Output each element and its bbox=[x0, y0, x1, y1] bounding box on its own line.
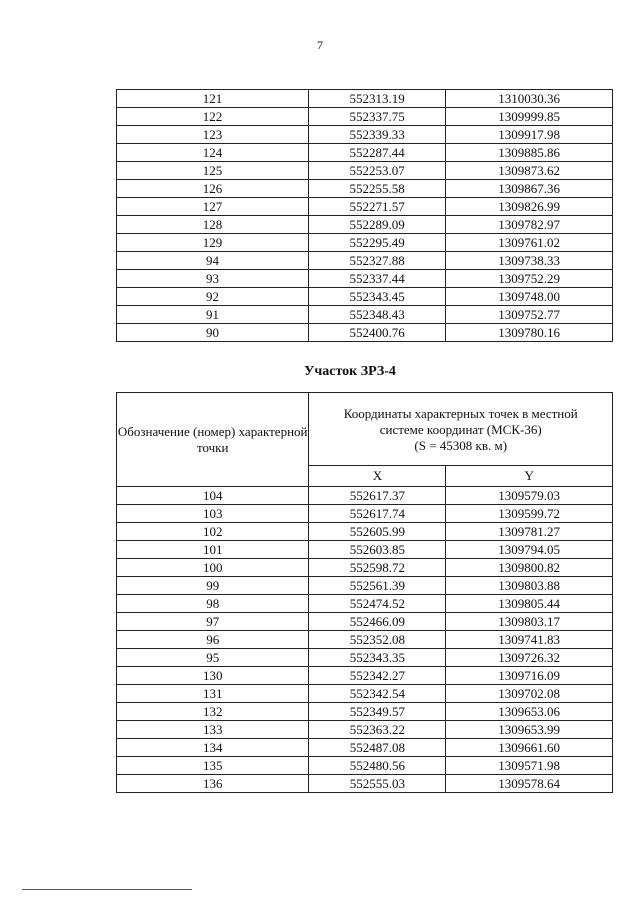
table-row bbox=[117, 595, 613, 613]
point-number-cell: 129 bbox=[117, 234, 309, 252]
x-coordinate-cell: 552480.56 bbox=[309, 757, 446, 775]
y-coordinate-cell: 1309917.98 bbox=[446, 126, 613, 144]
table-row bbox=[117, 144, 613, 162]
point-number-cell: 96 bbox=[117, 631, 309, 649]
x-coordinate-cell: 552337.75 bbox=[309, 108, 446, 126]
y-coordinate-cell: 1309579.03 bbox=[446, 487, 613, 505]
y-coordinate-cell: 1309653.06 bbox=[446, 703, 613, 721]
coordinates-table-zrz4 bbox=[116, 392, 613, 793]
x-coordinate-cell: 552337.44 bbox=[309, 270, 446, 288]
y-coordinate-cell: 1310030.36 bbox=[446, 90, 613, 108]
point-number-cell: 94 bbox=[117, 252, 309, 270]
x-coordinate-cell: 552598.72 bbox=[309, 559, 446, 577]
point-number-cell: 126 bbox=[117, 180, 309, 198]
table-row bbox=[117, 180, 613, 198]
x-coordinate-cell: 552342.54 bbox=[309, 685, 446, 703]
table-row bbox=[117, 721, 613, 739]
header-coords-cell bbox=[309, 393, 613, 466]
y-coordinate-cell: 1309794.05 bbox=[446, 541, 613, 559]
y-coordinate-cell: 1309741.83 bbox=[446, 631, 613, 649]
point-number-cell: 135 bbox=[117, 757, 309, 775]
page-number: 7 bbox=[317, 38, 323, 52]
x-coordinate-cell: 552466.09 bbox=[309, 613, 446, 631]
point-number-cell: 98 bbox=[117, 595, 309, 613]
x-coordinate-cell: 552617.37 bbox=[309, 487, 446, 505]
header-y: Y bbox=[446, 466, 613, 487]
header-coords-line2: системе координат (МСК-36) bbox=[379, 422, 542, 437]
point-number-cell: 123 bbox=[117, 126, 309, 144]
point-number-cell: 124 bbox=[117, 144, 309, 162]
y-coordinate-cell: 1309726.32 bbox=[446, 649, 613, 667]
point-number-cell: 100 bbox=[117, 559, 309, 577]
table-row bbox=[117, 216, 613, 234]
point-number-cell: 90 bbox=[117, 324, 309, 342]
table-row bbox=[117, 757, 613, 775]
table-row bbox=[117, 541, 613, 559]
y-coordinate-cell: 1309999.85 bbox=[446, 108, 613, 126]
x-coordinate-cell: 552271.57 bbox=[309, 198, 446, 216]
x-coordinate-cell: 552352.08 bbox=[309, 631, 446, 649]
y-coordinate-cell: 1309761.02 bbox=[446, 234, 613, 252]
table-row bbox=[117, 306, 613, 324]
y-coordinate-cell: 1309800.82 bbox=[446, 559, 613, 577]
x-coordinate-cell: 552555.03 bbox=[309, 775, 446, 793]
table-row bbox=[117, 739, 613, 757]
table-row bbox=[117, 108, 613, 126]
y-coordinate-cell: 1309867.36 bbox=[446, 180, 613, 198]
y-coordinate-cell: 1309748.00 bbox=[446, 288, 613, 306]
coordinates-table-zrz4-body bbox=[117, 487, 613, 793]
x-coordinate-cell: 552327.88 bbox=[309, 252, 446, 270]
point-number-cell: 122 bbox=[117, 108, 309, 126]
x-coordinate-cell: 552603.85 bbox=[309, 541, 446, 559]
point-number-cell: 121 bbox=[117, 90, 309, 108]
point-number-cell: 92 bbox=[117, 288, 309, 306]
x-coordinate-cell: 552349.57 bbox=[309, 703, 446, 721]
table-row bbox=[117, 270, 613, 288]
x-coordinate-cell: 552255.58 bbox=[309, 180, 446, 198]
y-coordinate-cell: 1309599.72 bbox=[446, 505, 613, 523]
table-row bbox=[117, 667, 613, 685]
table-row bbox=[117, 234, 613, 252]
y-coordinate-cell: 1309752.77 bbox=[446, 306, 613, 324]
x-coordinate-cell: 552487.08 bbox=[309, 739, 446, 757]
y-coordinate-cell: 1309803.88 bbox=[446, 577, 613, 595]
y-coordinate-cell: 1309702.08 bbox=[446, 685, 613, 703]
y-coordinate-cell: 1309571.98 bbox=[446, 757, 613, 775]
y-coordinate-cell: 1309885.86 bbox=[446, 144, 613, 162]
point-number-cell: 101 bbox=[117, 541, 309, 559]
y-coordinate-cell: 1309805.44 bbox=[446, 595, 613, 613]
point-number-cell: 91 bbox=[117, 306, 309, 324]
y-coordinate-cell: 1309782.97 bbox=[446, 216, 613, 234]
header-coords-line1: Координаты характерных точек в местной bbox=[343, 406, 578, 421]
table-row bbox=[117, 162, 613, 180]
table-row bbox=[117, 649, 613, 667]
point-number-cell: 134 bbox=[117, 739, 309, 757]
header-x: X bbox=[309, 466, 446, 487]
x-coordinate-cell: 552253.07 bbox=[309, 162, 446, 180]
x-coordinate-cell: 552561.39 bbox=[309, 577, 446, 595]
point-number-cell: 125 bbox=[117, 162, 309, 180]
x-coordinate-cell: 552289.09 bbox=[309, 216, 446, 234]
point-number-cell: 130 bbox=[117, 667, 309, 685]
point-number-cell: 102 bbox=[117, 523, 309, 541]
x-coordinate-cell: 552339.33 bbox=[309, 126, 446, 144]
x-coordinate-cell: 552474.52 bbox=[309, 595, 446, 613]
x-coordinate-cell: 552363.22 bbox=[309, 721, 446, 739]
point-number-cell: 133 bbox=[117, 721, 309, 739]
point-number-cell: 99 bbox=[117, 577, 309, 595]
x-coordinate-cell: 552605.99 bbox=[309, 523, 446, 541]
x-coordinate-cell: 552342.27 bbox=[309, 667, 446, 685]
table-header bbox=[117, 393, 613, 487]
y-coordinate-cell: 1309661.60 bbox=[446, 739, 613, 757]
table-row bbox=[117, 775, 613, 793]
x-coordinate-cell: 552617.74 bbox=[309, 505, 446, 523]
section-title: Участок ЗРЗ-4 bbox=[304, 364, 396, 379]
table-row bbox=[117, 198, 613, 216]
table-row bbox=[117, 523, 613, 541]
header-point-label: Обозначение (номер) характерной точки bbox=[117, 423, 308, 455]
table-row bbox=[117, 685, 613, 703]
point-number-cell: 103 bbox=[117, 505, 309, 523]
table-row bbox=[117, 90, 613, 108]
table-row bbox=[117, 252, 613, 270]
point-number-cell: 127 bbox=[117, 198, 309, 216]
table-row bbox=[117, 577, 613, 595]
table-row bbox=[117, 126, 613, 144]
point-number-cell: 104 bbox=[117, 487, 309, 505]
point-number-cell: 128 bbox=[117, 216, 309, 234]
coordinates-table-continued-body bbox=[117, 90, 613, 342]
point-number-cell: 93 bbox=[117, 270, 309, 288]
coordinates-table-continued bbox=[116, 89, 613, 342]
table-row bbox=[117, 324, 613, 342]
table-row bbox=[117, 703, 613, 721]
table-row bbox=[117, 487, 613, 505]
table-row bbox=[117, 559, 613, 577]
point-number-cell: 136 bbox=[117, 775, 309, 793]
y-coordinate-cell: 1309780.16 bbox=[446, 324, 613, 342]
x-coordinate-cell: 552287.44 bbox=[309, 144, 446, 162]
y-coordinate-cell: 1309803.17 bbox=[446, 613, 613, 631]
table-row bbox=[117, 288, 613, 306]
y-coordinate-cell: 1309653.99 bbox=[446, 721, 613, 739]
x-coordinate-cell: 552348.43 bbox=[309, 306, 446, 324]
y-coordinate-cell: 1309578.64 bbox=[446, 775, 613, 793]
x-coordinate-cell: 552343.35 bbox=[309, 649, 446, 667]
y-coordinate-cell: 1309873.62 bbox=[446, 162, 613, 180]
y-coordinate-cell: 1309826.99 bbox=[446, 198, 613, 216]
header-row bbox=[117, 393, 613, 466]
point-number-cell: 97 bbox=[117, 613, 309, 631]
table-row bbox=[117, 613, 613, 631]
x-coordinate-cell: 552343.45 bbox=[309, 288, 446, 306]
footer-divider bbox=[22, 889, 192, 890]
point-number-cell: 131 bbox=[117, 685, 309, 703]
table-row bbox=[117, 631, 613, 649]
y-coordinate-cell: 1309752.29 bbox=[446, 270, 613, 288]
y-coordinate-cell: 1309716.09 bbox=[446, 667, 613, 685]
header-point-cell bbox=[117, 393, 309, 487]
point-number-cell: 95 bbox=[117, 649, 309, 667]
point-number-cell: 132 bbox=[117, 703, 309, 721]
header-coords-line3: (S = 45308 кв. м) bbox=[414, 438, 508, 453]
x-coordinate-cell: 552400.76 bbox=[309, 324, 446, 342]
table-row bbox=[117, 505, 613, 523]
y-coordinate-cell: 1309781.27 bbox=[446, 523, 613, 541]
y-coordinate-cell: 1309738.33 bbox=[446, 252, 613, 270]
x-coordinate-cell: 552295.49 bbox=[309, 234, 446, 252]
x-coordinate-cell: 552313.19 bbox=[309, 90, 446, 108]
